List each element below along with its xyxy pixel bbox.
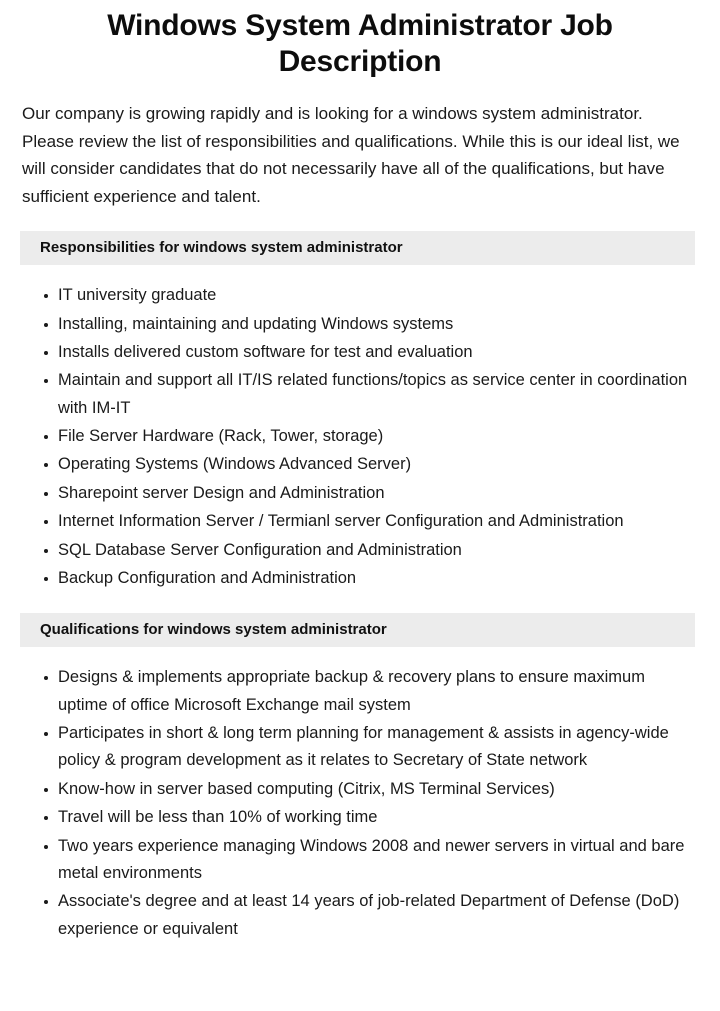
list-item: IT university graduate — [0, 282, 720, 309]
list-item: Operating Systems (Windows Advanced Server) — [0, 451, 720, 478]
list-item: Know-how in server based computing (Citrix, MS Terminal Services) — [0, 776, 720, 803]
page-title: Windows System Administrator Job Description — [107, 9, 613, 78]
qualifications-list — [0, 647, 720, 943]
list-item: SQL Database Server Configuration and Administration — [0, 537, 720, 564]
list-item: Backup Configuration and Administration — [0, 565, 720, 592]
list-item: Travel will be less than 10% of working time — [0, 804, 720, 831]
list-item: Associate's degree and at least 14 years of job-related Department of Defense (DoD) experience or equivalent — [0, 888, 720, 943]
list-item: Installs delivered custom software for test and evaluation — [0, 339, 720, 366]
list-item: Installing, maintaining and updating Windows systems — [0, 311, 720, 338]
list-item: Two years experience managing Windows 2008 and newer servers in virtual and bare metal environments — [0, 833, 720, 888]
list-item: File Server Hardware (Rack, Tower, storage) — [0, 423, 720, 450]
responsibilities-list — [0, 265, 720, 592]
list-item: Maintain and support all IT/IS related functions/topics as service center in coordination with IM-IT — [0, 367, 720, 422]
list-item: Sharepoint server Design and Administration — [0, 480, 720, 507]
list-item: Internet Information Server / Termianl server Configuration and Administration — [0, 508, 720, 535]
section-header-qualifications: Qualifications for windows system administrator — [20, 613, 695, 647]
list-item: Participates in short & long term planning for management & assists in agency-wide policy & program development as it relates to Secretary of State network — [0, 720, 720, 775]
intro-paragraph: Our company is growing rapidly and is looking for a windows system administrator. Please review the list of responsibilities and qualifications. While this is our ideal list, we will consider candidates that do not necessarily have all of the qualifications, but have sufficient experience and talent. — [22, 104, 680, 206]
list-item: Designs & implements appropriate backup & recovery plans to ensure maximum uptime of office Microsoft Exchange mail system — [0, 664, 720, 719]
section-header-responsibilities: Responsibilities for windows system administrator — [20, 231, 695, 265]
